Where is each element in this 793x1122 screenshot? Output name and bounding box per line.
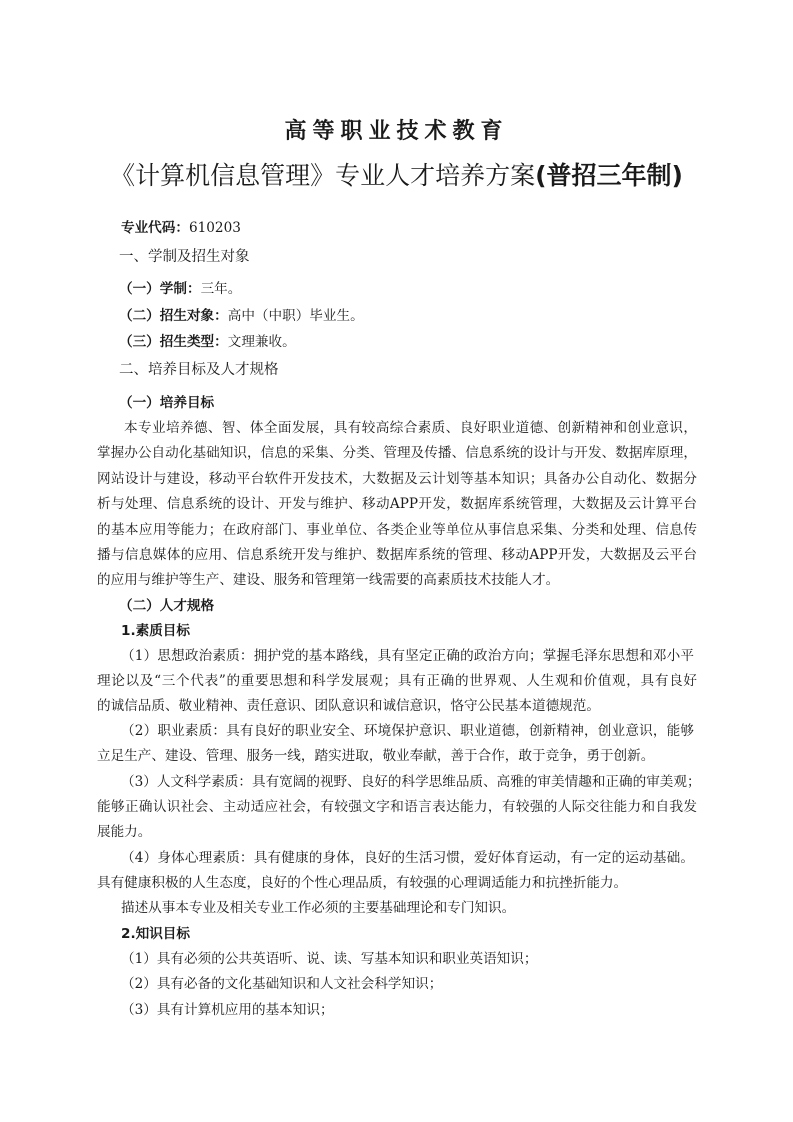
goal-line: 网站设计与建设，移动平台软件开发技术，大数据及云计划等基本知识；具备办公自动化、数据分 [97,471,697,487]
item-value: 文理兼收。 [227,334,296,350]
subheading-spec: （二）人才规格 [119,598,215,614]
goal-line: 本专业培养德、智、体全面发展，具有较高综合素质、良好职业道德、创新精神和创业意识， [124,420,697,436]
doc-title: 高等职业技术教育 [284,119,509,144]
goal-line: 析与处理、信息系统的设计、开发与维护、移动APP开发，数据库系统管理，大数据及云计算平台 [97,496,697,512]
section2-heading: 二、培养目标及人才规格 [119,362,279,378]
subtitle-bold: (普招三年制) [535,161,683,190]
item-label: （一）学制： [119,281,201,297]
major-code [121,219,241,237]
quality-line: 理论以及“三个代表”的重要思想和科学发展观；具有正确的世界观、人生观和价值观，具有良好 [97,673,697,689]
goal-line: 掌握办公自动化基础知识，信息的采集、分类、管理及传播、信息系统的设计与开发、数据库原理， [97,445,697,461]
knowledge-item: （2）具有必备的文化基础知识和人文社会科学知识； [121,976,443,992]
item-label: （三）招生类型： [119,334,228,350]
quality-line: 能够正确认识社会、主动适应社会，有较强文字和语言表达能力，有较强的人际交往能力和自我发 [97,799,697,815]
quality-line: （4）身体心理素质：具有健康的身体，良好的生活习惯，爱好体育运动，有一定的运动基础。 [121,850,694,866]
knowledge-item: （1）具有必须的公共英语听、说、读、写基本知识和职业英语知识； [121,951,538,967]
section1-heading: 一、学制及招生对象 [119,249,250,265]
knowledge-intro: 描述从事本专业及相关专业工作必须的主要基础理论和专门知识。 [121,900,516,916]
subheading-goal: （一）培养目标 [119,395,215,411]
goal-line: 的基本应用等能力；在政府部门、事业单位、各类企业等单位从事信息采集、分类和处理、信息传 [97,522,697,538]
doc-subtitle [0,156,793,192]
quality-line: 的诚信品质、敬业精神、责任意识、团队意识和诚信意识，恪守公民基本道德规范。 [97,698,600,714]
knowledge-heading: 2.知识目标 [121,926,190,942]
code-value: 610203 [188,220,241,236]
item-duration [119,280,241,298]
quality-heading: 1.素质目标 [121,623,190,639]
knowledge-item: （3）具有计算机应用的基本知识； [121,1002,334,1018]
quality-line: 立足生产、建设、管理、服务一线，踏实进取，敬业奉献，善于合作，敢于竞争，勇于创新。 [97,748,655,764]
quality-line: （2）职业素质：具有良好的职业安全、环境保护意识、职业道德，创新精神，创业意识，能够 [121,723,694,739]
code-label: 专业代码： [121,220,189,236]
item-value: 高中（中职）毕业生。 [227,308,364,324]
item-value: 三年。 [200,281,242,297]
subtitle-main: 《计算机信息管理》专业人才培养方案 [110,161,536,190]
quality-line: （1）思想政治素质：拥护党的基本路线，具有坚定正确的政治方向；掌握毛泽东思想和邓小平 [121,648,694,664]
quality-line: 具有健康积极的人生态度，良好的个性心理品质，有较强的心理调适能力和抗挫折能力。 [97,875,628,891]
item-label: （二）招生对象： [119,308,228,324]
goal-line: 播与信息媒体的应用、信息系统开发与维护、数据库系统的管理、移动APP开发，大数据及云平台 [97,547,697,563]
goal-line: 的应用与维护等生产、建设、服务和管理第一线需要的高素质技术技能人才。 [97,572,560,588]
quality-line: 展能力。 [97,824,152,840]
item-target [119,307,364,325]
item-type [119,333,296,351]
quality-line: （3）人文科学素质：具有宽阔的视野、良好的科学思维品质、高雅的审美情趣和正确的审美观； [121,774,701,790]
